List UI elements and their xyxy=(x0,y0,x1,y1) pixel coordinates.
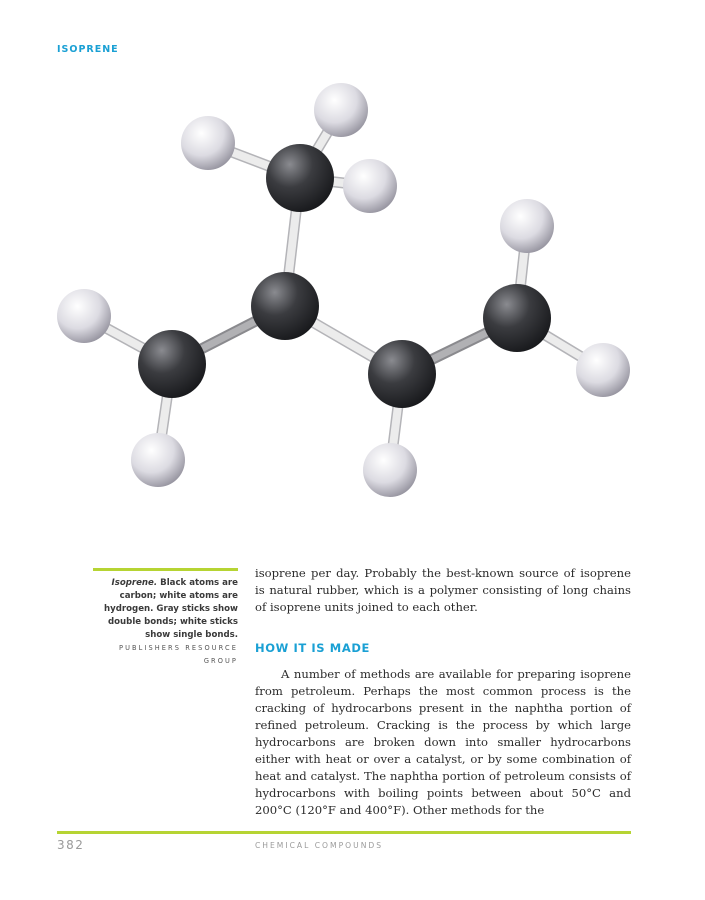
isoprene-molecule-illustration xyxy=(0,60,705,530)
carbon-atom xyxy=(251,272,319,340)
hydrogen-atom xyxy=(500,199,554,253)
running-head: ISOPRENE xyxy=(57,44,119,55)
carbon-atom xyxy=(266,144,334,212)
hydrogen-atoms xyxy=(57,83,630,497)
hydrogen-atom xyxy=(181,116,235,170)
body-paragraph-1: isoprene per day. Probably the best-known source of isoprene is natural rubber, which is a polymer consisting of long chains of isoprene units joined to each other. xyxy=(255,566,631,614)
hydrogen-atom xyxy=(57,289,111,343)
carbon-atom xyxy=(368,340,436,408)
section-heading: HOW IT IS MADE xyxy=(255,641,370,655)
footer-book-title: CHEMICAL COMPOUNDS xyxy=(255,841,384,850)
caption-rule xyxy=(93,568,238,571)
carbon-atom xyxy=(483,284,551,352)
hydrogen-atom xyxy=(343,159,397,213)
hydrogen-atom xyxy=(314,83,368,137)
photo-credit: PUBLISHERS RESOURCE GROUP xyxy=(119,644,238,665)
carbon-atom xyxy=(138,330,206,398)
hydrogen-atom xyxy=(363,443,417,497)
caption-text: Black atoms are carbon; white atoms are hydrogen. Gray sticks show double bonds; white sticks show single bonds. xyxy=(104,578,238,640)
hydrogen-atom xyxy=(131,433,185,487)
footer-rule xyxy=(57,831,631,834)
hydrogen-atom xyxy=(576,343,630,397)
figure-caption xyxy=(88,577,238,668)
body-paragraph-2: A number of methods are available for preparing isoprene from petroleum. Perhaps the most common process is the cracking of hydrocarbons present in the naphtha portion of refined petroleum. Cracking is the process by which large hydrocarbons are broken down into smaller hydrocarbons either with heat or over a catalyst, or by some combination of heat and catalyst. The naphtha portion of petroleum consists of hydrocarbons with boiling points between about 50°C and 200°C (120°F and 400°F). Other methods for the xyxy=(255,667,631,817)
caption-title: Isoprene. xyxy=(111,578,158,588)
page-number: 382 xyxy=(57,838,85,852)
